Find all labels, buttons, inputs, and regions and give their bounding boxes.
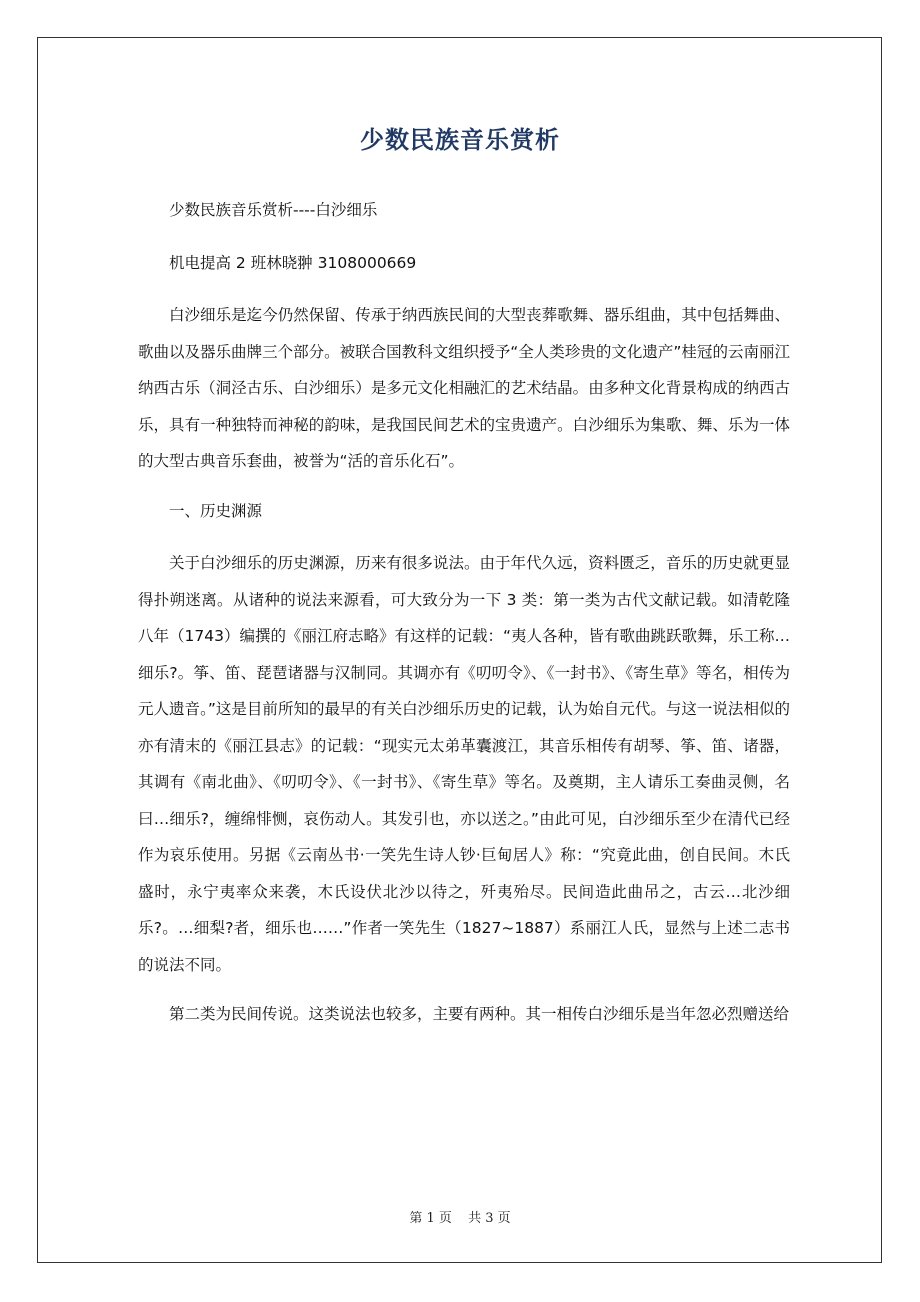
legend-paragraph: 第二类为民间传说。这类说法也较多，主要有两种。其一相传白沙细乐是当年忽必烈赠送给 [169, 1005, 790, 1023]
author-paragraph: 机电提高 2 班林晓翀 3108000669 [169, 253, 417, 272]
history-paragraph: 关于白沙细乐的历史渊源，历来有很多说法。由于年代久远，资料匮乏，音乐的历史就更显得扑朔迷离。从诸种的说法来源看，可大致分为一下 3 类：第一类为古代文献记载。如清乾隆八年（1743）编撰的《丽江府志略》有这样的记载：“夷人各种，皆有歌曲跳跃歌舞，乐工称…细乐?。筝、笛、琵琶诸器与汉制同。其调亦有《叨叨令》、《一封书》、《寄生草》等名，相传为元人遗音。”这是目前所知的最早的有关白沙细乐历史的记载，认为始自元代。与这一说法相似的亦有清末的《丽江县志》的记载：“现实元太弟革囊渡江，其音乐相传有胡琴、筝、笛、诸器，其调有《南北曲》、《叨叨令》、《一封书》、《寄生草》等名。及奠期，主人请乐工奏曲灵侧，名曰…细乐?，缠绵悱恻，哀伤动人。其发引也，亦以送之。”由此可见，白沙细乐至少在清代已经作为哀乐使用。另据《云南丛书·一笑先生诗人钞·巨甸居人》称：“究竟此曲，创自民间。木氏盛时，永宁夷率众来袭，木氏设伏北沙以待之，歼夷殆尽。民间造此曲吊之，古云…北沙细乐?。…细梨?者，细乐也……”作者一笑先生（1827~1887）系丽江人氏，显然与上述二志书的说法不同。 [138, 554, 790, 974]
page-number: 第 1 页 [409, 1211, 452, 1226]
page-total: 共 3 页 [468, 1211, 511, 1226]
subtitle-paragraph: 少数民族音乐赏析----白沙细乐 [169, 201, 378, 219]
section-heading: 一、历史渊源 [169, 501, 263, 520]
document-body [138, 192, 790, 1046]
intro-paragraph: 白沙细乐是迄今仍然保留、传承于纳西族民间的大型丧葬歌舞、器乐组曲，其中包括舞曲、歌曲以及器乐曲牌三个部分。被联合国教科文组织授予“全人类珍贵的文化遗产”桂冠的云南丽江纳西古乐（洞泾古乐、白沙细乐）是多元文化相融汇的艺术结晶。由多种文化背景构成的纳西古乐，具有一种独特而神秘的韵味，是我国民间艺术的宝贵遗产。白沙细乐为集歌、舞、乐为一体的大型古典音乐套曲，被誉为“活的音乐化石”。 [138, 306, 790, 470]
page-footer [0, 1207, 920, 1226]
document-title: 少数民族音乐赏析 [360, 126, 560, 154]
